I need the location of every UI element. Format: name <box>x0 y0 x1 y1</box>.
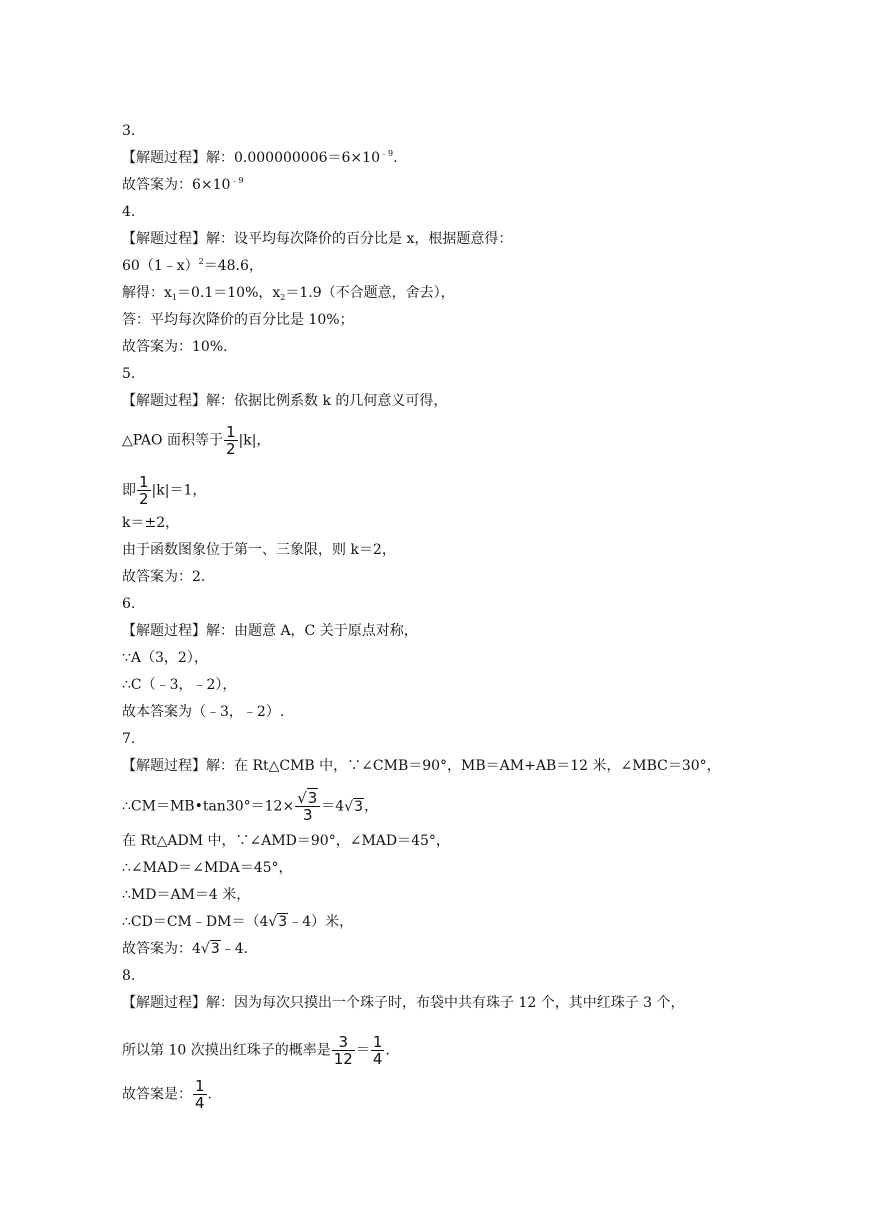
sqrt: √3 <box>268 914 288 930</box>
solution-line: 解得：$x_1=0.1=10\%$，$x_2=1.9$（不合题意，舍去）， <box>122 285 455 302</box>
solution-line: 所以第 10 次摸出红珠子的概率是 $\frac{3}{12}$ ＝ $\frac{1}{4}$ . <box>122 1033 390 1068</box>
answer-line: 故答案为：4√3﹣4. <box>122 941 249 957</box>
answer-line: 故本答案为（﹣3，﹣2）. <box>122 704 285 720</box>
fraction: $\frac{√3}{3}$ <box>295 790 320 823</box>
solution-line: 【解题过程】解：设平均每次降价的百分比是 x，根据题意得： <box>122 231 513 247</box>
problem-number-8: 8. <box>122 968 136 984</box>
solution-line: △PAO 面积等于 $\frac{1}{2}$ |k|， <box>122 423 271 458</box>
solution-line: ∴C（﹣3，﹣2）， <box>122 677 237 693</box>
answer-line: 故答案为：$6\times 10^{﹣9}$ <box>122 176 244 193</box>
fraction: $\frac{1}{2}$ <box>139 473 149 508</box>
problem-number-3: 3. <box>122 123 136 139</box>
sqrt: √3 <box>200 941 220 957</box>
solution-line: ∴MD＝AM＝4 米， <box>122 887 251 903</box>
solution-line: 即 $\frac{1}{2}$ |k|＝1， <box>122 473 207 508</box>
solution-line: ∴∠MAD＝∠MDA＝45°， <box>122 860 293 876</box>
solution-line: 【解题过程】解：由题意 A，C 关于原点对称， <box>122 623 418 639</box>
solution-line: ∴CM＝MB•tan30°＝12× $\frac{√3}{3}$ ＝4√3， <box>122 789 379 824</box>
solution-line: ∵A（3，2）， <box>122 650 208 666</box>
problem-number-5: 5. <box>122 366 136 382</box>
fraction: $\frac{3}{12}$ <box>333 1033 353 1068</box>
fraction: $\frac{1}{4}$ <box>372 1033 383 1068</box>
solution-line: 【解题过程】解：因为每次只摸出一个珠子时，布袋中共有珠子 12 个，其中红珠子 3 个， <box>122 995 685 1011</box>
solution-line: 【解题过程】解：在 Rt△CMB 中，∵∠CMB＝90°，MB＝AM+AB＝12 米，∠MBC＝30°， <box>122 758 721 774</box>
sqrt: √3 <box>297 789 318 807</box>
answer-line: 故答案为：2. <box>122 569 206 585</box>
solution-line: 【解题过程】解：依据比例系数 k 的几何意义可得， <box>122 393 448 409</box>
fraction: $\frac{1}{2}$ <box>225 423 236 458</box>
solution-line: ∴CD＝CM﹣DM＝（4√3﹣4）米， <box>122 914 354 930</box>
sqrt: √3 <box>344 798 364 815</box>
answer-line: 故答案为：10%. <box>122 339 228 355</box>
answer-line: 故答案是： $\frac{1}{4}$ . <box>122 1077 212 1112</box>
solution-line: 【解题过程】解：$0.000000006=6\times 10^{﹣9}$. <box>122 149 398 166</box>
solution-line: 由于函数图象位于第一、三象限，则 k＝2， <box>122 542 396 558</box>
problem-number-6: 6. <box>122 596 136 612</box>
solution-line: 答：平均每次降价的百分比是 10%； <box>122 312 354 328</box>
problem-number-4: 4. <box>122 204 136 220</box>
problem-number-7: 7. <box>122 731 136 747</box>
solution-line: k＝±2， <box>122 515 180 531</box>
fraction: $\frac{1}{4}$ <box>195 1077 205 1112</box>
solution-line: 在 Rt△ADM 中，∵∠AMD＝90°，∠MAD＝45°， <box>122 833 450 849</box>
equation-line: 60（1﹣x）$^2$＝48.6， <box>122 257 263 274</box>
